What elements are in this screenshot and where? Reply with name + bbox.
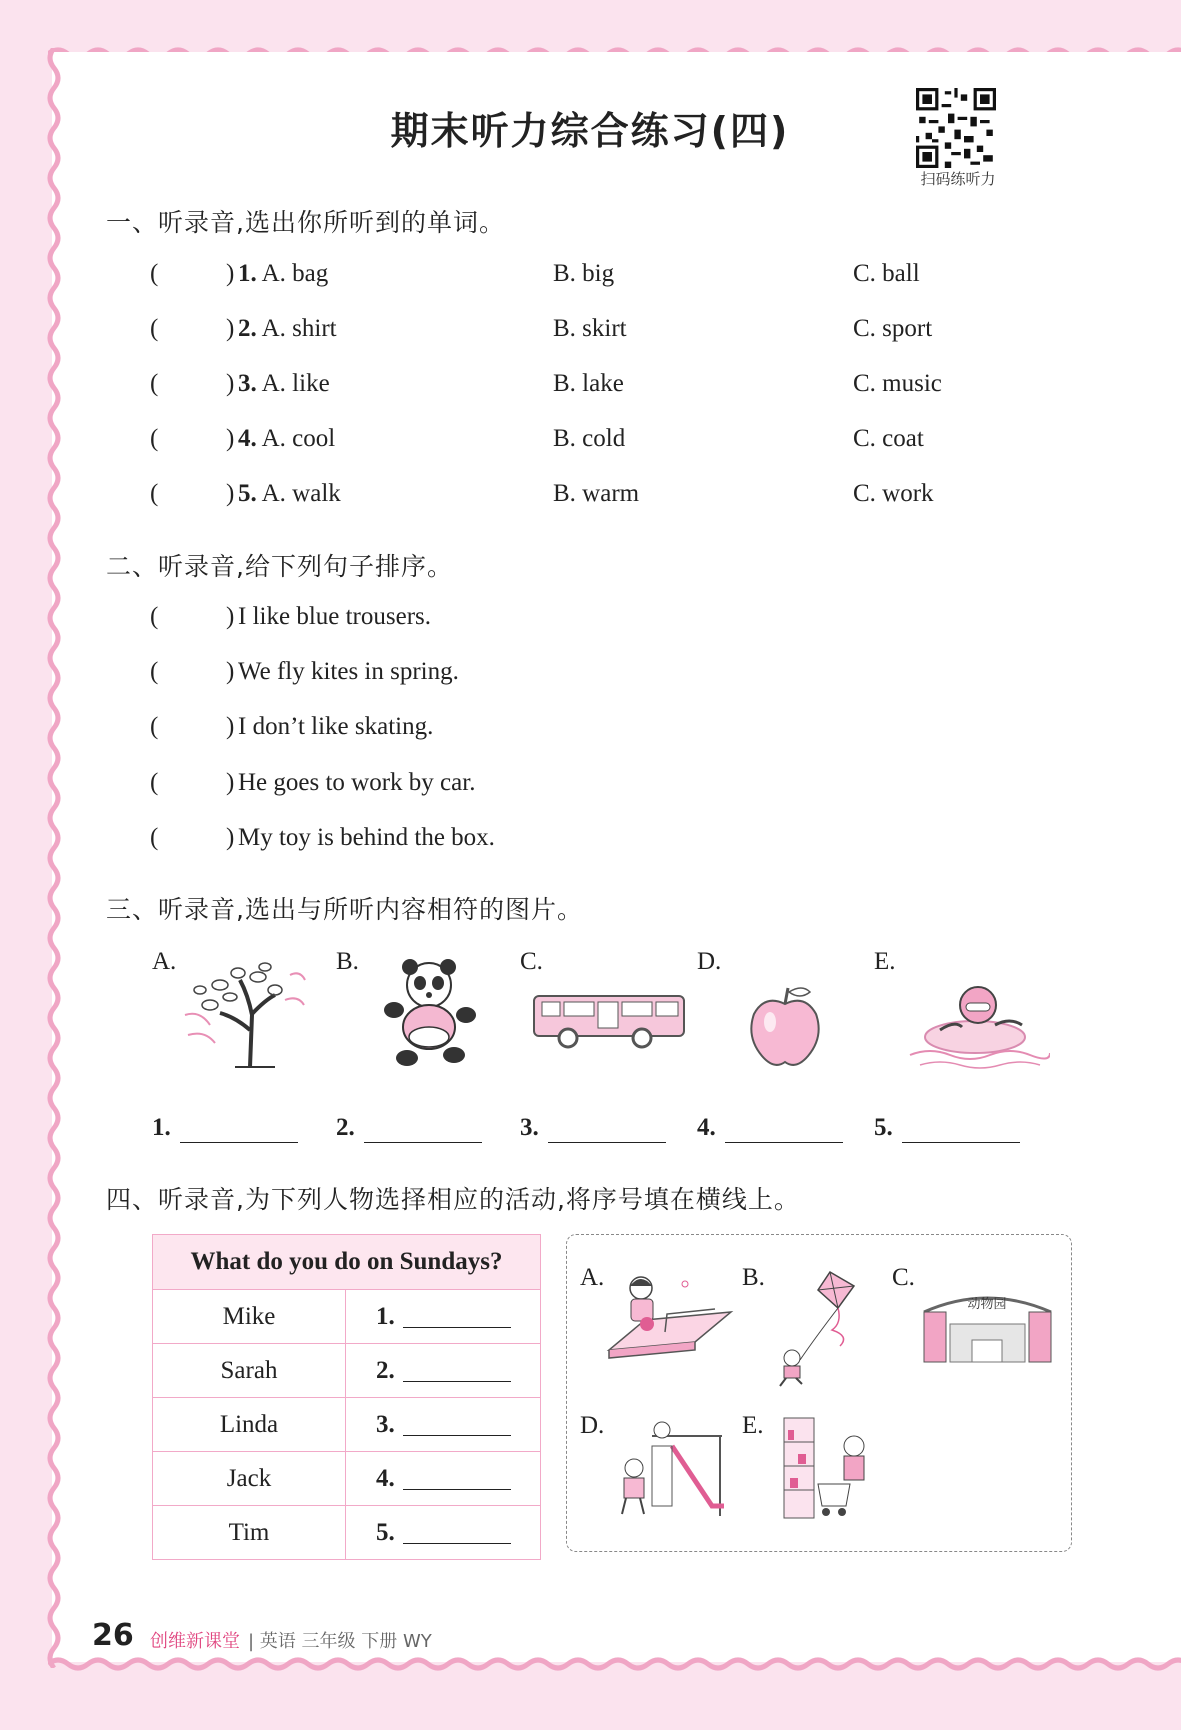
picture-letter: B. [336,948,359,975]
question-number: 3. [238,370,257,397]
sentence-text: My toy is behind the box. [238,824,495,851]
brand-name: 创维新课堂 [150,1631,240,1652]
option-b: B. cold [553,425,626,452]
answer-number: 3. [376,1410,395,1438]
person-name: Mike [153,1290,346,1344]
page-title: 期末听力综合练习(四) [390,109,790,153]
sentence-text: I like blue trousers. [238,603,432,630]
question-number: 4. [238,425,257,452]
blank-number: 1. [152,1114,171,1141]
answer-paren-left[interactable]: ( [150,603,159,630]
picture-letter: E. [874,948,896,975]
picture-letter: C. [520,948,543,975]
option-a: A. bag [261,260,329,287]
blank-number: 3. [520,1114,539,1141]
option-b: B. skirt [553,315,627,342]
question-number: 2. [238,315,257,342]
wavy-border-left [44,48,64,1668]
windy-tree-icon [180,955,310,1070]
answer-blank[interactable] [180,1142,298,1143]
answer-blank[interactable] [403,1381,511,1382]
table-row [153,1452,541,1506]
answer-blank[interactable] [403,1489,511,1490]
sundays-table [152,1234,541,1560]
answer-paren-left[interactable]: ( [150,658,159,685]
answer-blank[interactable] [403,1543,511,1544]
blank-number: 4. [697,1114,716,1141]
option-b: B. lake [553,370,624,397]
answer-blank[interactable] [364,1142,482,1143]
answer-blank[interactable] [403,1435,511,1436]
question-number: 5. [238,480,257,507]
sentence-text: He goes to work by car. [238,769,476,796]
table-row [153,1398,541,1452]
answer-number: 4. [376,1464,395,1492]
bus-icon [530,990,690,1050]
wavy-border-bottom [48,1654,1181,1674]
swimming-icon [900,975,1050,1075]
section2-heading: 二、听录音,给下列句子排序。 [106,552,453,581]
page-number: 26 [92,1618,134,1653]
picture-letter: A. [152,948,177,975]
person-name: Sarah [153,1344,346,1398]
activity-letter: B. [742,1264,765,1291]
picture-letter: D. [697,948,722,975]
blank-number: 2. [336,1114,355,1141]
apple-icon [740,982,830,1072]
section4-heading: 四、听录音,为下列人物选择相应的活动,将序号填在横线上。 [106,1185,800,1214]
answer-paren-left[interactable]: ( [150,315,159,342]
person-name: Jack [153,1452,346,1506]
table-header: What do you do on Sundays? [153,1235,541,1290]
option-a: A. walk [261,480,341,507]
table-row [153,1506,541,1560]
worksheet-page: 期末听力综合练习(四) 扫码练听力 一、听录音,选出你所听到的单词。 ( ) 1. A. bag B. big C. ball ( ) 2. A. shirt B. skirt C. sport ( ) 3. A. like B. lake C. music ( ) 4. A. cool B. cold C. coat ( ) 5. A. walk B. warm C. work 二、听录音,给下列句子排序。 ( ) I like blue trousers. ( ) We fly kites in spring. ( ) I don’t like skating. ( ) He goes to work by car. ( ) My toy is behind the box. 三、听录音,选出与所听内容相符的图片。 A. B. C. D. E. 1. 2. 3. 4. 5. 四、听录音,为下列人物选择相应的活动,将序号填在横线上。 What do you do on Sundays? Mike 1. Sarah 2. Linda 3. Jack 4. Tim 5. A. B. C. D. E. 动物园 26 创维新课堂 | 英语 三年级 下册 WY [0,0,1181,1730]
activity-letter: A. [580,1264,605,1291]
answer-paren-left[interactable]: ( [150,260,159,287]
option-c: C. music [853,370,942,397]
answer-paren-left[interactable]: ( [150,824,159,851]
answer-paren-left[interactable]: ( [150,769,159,796]
activity-letter: E. [742,1412,764,1439]
option-c: C. work [853,480,934,507]
panda-icon [372,955,487,1070]
option-b: B. big [553,260,615,287]
person-name: Tim [153,1506,346,1560]
answer-blank[interactable] [725,1142,843,1143]
playground-slide-icon [612,1416,730,1526]
section1-heading: 一、听录音,选出你所听到的单词。 [106,208,505,237]
answer-paren-left[interactable]: ( [150,425,159,452]
book-info: | 英语 三年级 下册 WY [248,1631,432,1652]
answer-number: 5. [376,1518,395,1546]
option-c: C. sport [853,315,933,342]
answer-number: 1. [376,1302,395,1330]
qr-caption: 扫码练听力 [920,170,996,188]
option-c: C. ball [853,260,920,287]
section3-heading: 三、听录音,选出与所听内容相符的图片。 [106,895,583,924]
answer-blank[interactable] [403,1327,511,1328]
answer-blank[interactable] [902,1142,1020,1143]
zoo-sign-text: 动物园 [967,1297,1007,1312]
activity-letter: D. [580,1412,605,1439]
sentence-text: We fly kites in spring. [238,658,459,685]
option-a: A. shirt [261,315,337,342]
zoo-gate-icon [920,1288,1055,1368]
ping-pong-icon [605,1272,735,1372]
kite-flying-icon [770,1268,880,1388]
person-name: Linda [153,1398,346,1452]
answer-number: 2. [376,1356,395,1384]
answer-blank[interactable] [548,1142,666,1143]
qr-code-icon[interactable] [916,88,996,168]
activity-letter: C. [892,1264,915,1291]
table-row [153,1290,541,1344]
question-number: 1. [238,260,257,287]
option-c: C. coat [853,425,924,452]
shopping-icon [780,1414,880,1524]
answer-paren-left[interactable]: ( [150,713,159,740]
answer-paren-left[interactable]: ( [150,370,159,397]
option-a: A. like [261,370,330,397]
option-b: B. warm [553,480,640,507]
answer-paren-left[interactable]: ( [150,480,159,507]
blank-number: 5. [874,1114,893,1141]
sentence-text: I don’t like skating. [238,713,434,740]
option-a: A. cool [261,425,336,452]
table-row [153,1344,541,1398]
